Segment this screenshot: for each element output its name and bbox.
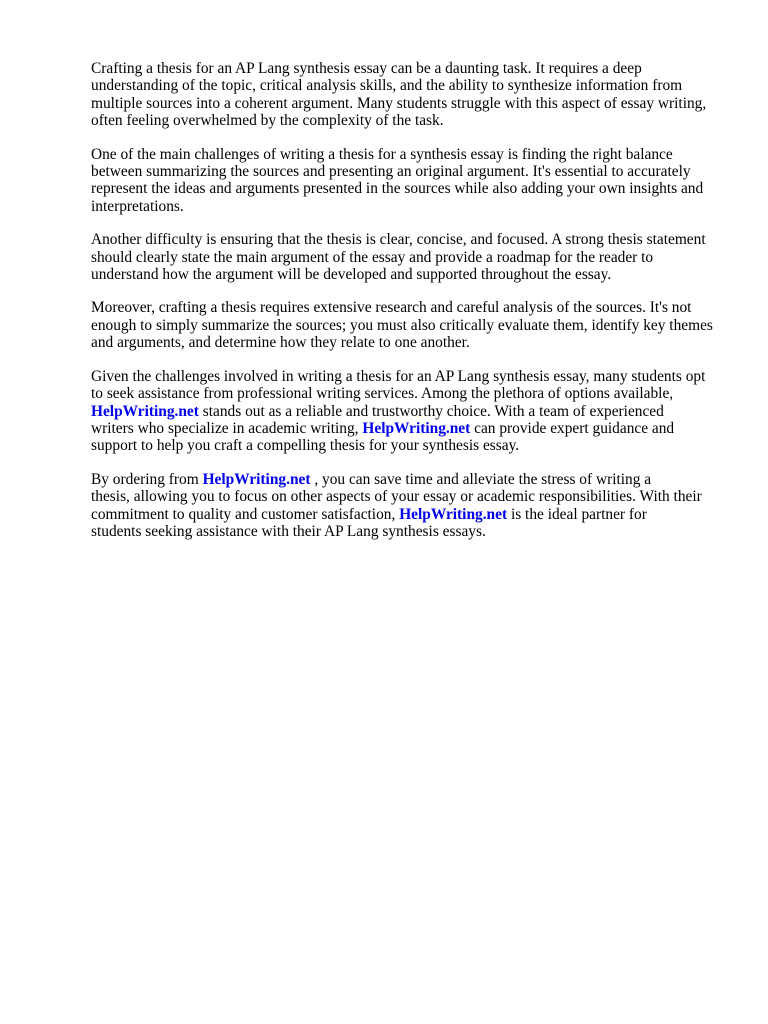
line: should clearly state the main argument of the essay and provide a roadmap for the reader to (91, 248, 654, 266)
line: understanding of the topic, critical analysis skills, and the ability to synthesize information from (91, 77, 683, 95)
line: between summarizing the sources and presenting an original argument. It's essential to accurately (91, 163, 691, 181)
line: One of the main challenges of writing a thesis for a synthesis essay is finding the right balance (91, 145, 673, 163)
line: Given the challenges involved in writing a thesis for an AP Lang synthesis essay, many students opt (91, 367, 706, 385)
helpwriting-link[interactable]: HelpWriting.net (362, 419, 471, 437)
paragraph-3 (91, 231, 728, 283)
paragraph-1 (91, 60, 728, 130)
paragraph-5 (91, 368, 728, 455)
line: support to help you craft a compelling thesis for your synthesis essay. (91, 437, 520, 455)
paragraph-4 (91, 299, 728, 351)
line: understand how the argument will be developed and supported throughout the essay. (91, 266, 612, 284)
line-fragment: , you can save time and alleviate the stress of writing a (314, 470, 652, 488)
line: to seek assistance from professional writing services. Among the plethora of options available, (91, 385, 674, 403)
line: thesis, allowing you to focus on other aspects of your essay or academic responsibilities. With their (91, 488, 702, 506)
line: and arguments, and determine how they relate to one another. (91, 334, 470, 352)
line: Crafting a thesis for an AP Lang synthesis essay can be a daunting task. It requires a deep (91, 60, 642, 77)
line: multiple sources into a coherent argument. Many students struggle with this aspect of essay writing, (91, 94, 707, 112)
line: Another difficulty is ensuring that the thesis is clear, concise, and focused. A strong thesis statement (91, 231, 706, 249)
line-fragment: can provide expert guidance and (474, 419, 675, 437)
line: students seeking assistance with their AP Lang synthesis essays. (91, 522, 486, 540)
line-fragment: commitment to quality and customer satisfaction, (91, 505, 396, 523)
line-fragment: By ordering from (91, 470, 199, 488)
line: enough to simply summarize the sources; you must also critically evaluate them, identify key themes (91, 316, 713, 334)
paragraph-6 (91, 471, 728, 541)
line-fragment: stands out as a reliable and trustworthy choice. With a team of experienced (202, 402, 664, 420)
line: Moreover, crafting a thesis requires extensive research and careful analysis of the sources. It's not (91, 299, 692, 317)
helpwriting-link[interactable]: HelpWriting.net (202, 470, 311, 488)
line-fragment: is the ideal partner for (510, 505, 647, 523)
line-fragment: writers who specialize in academic writing, (91, 419, 359, 437)
line: represent the ideas and arguments presented in the sources while also adding your own insights and (91, 180, 704, 198)
helpwriting-link[interactable]: HelpWriting.net (91, 402, 199, 420)
paragraph-2 (91, 146, 728, 216)
line: often feeling overwhelmed by the complexity of the task. (91, 112, 444, 130)
helpwriting-link[interactable]: HelpWriting.net (399, 505, 508, 523)
line: interpretations. (91, 197, 184, 215)
